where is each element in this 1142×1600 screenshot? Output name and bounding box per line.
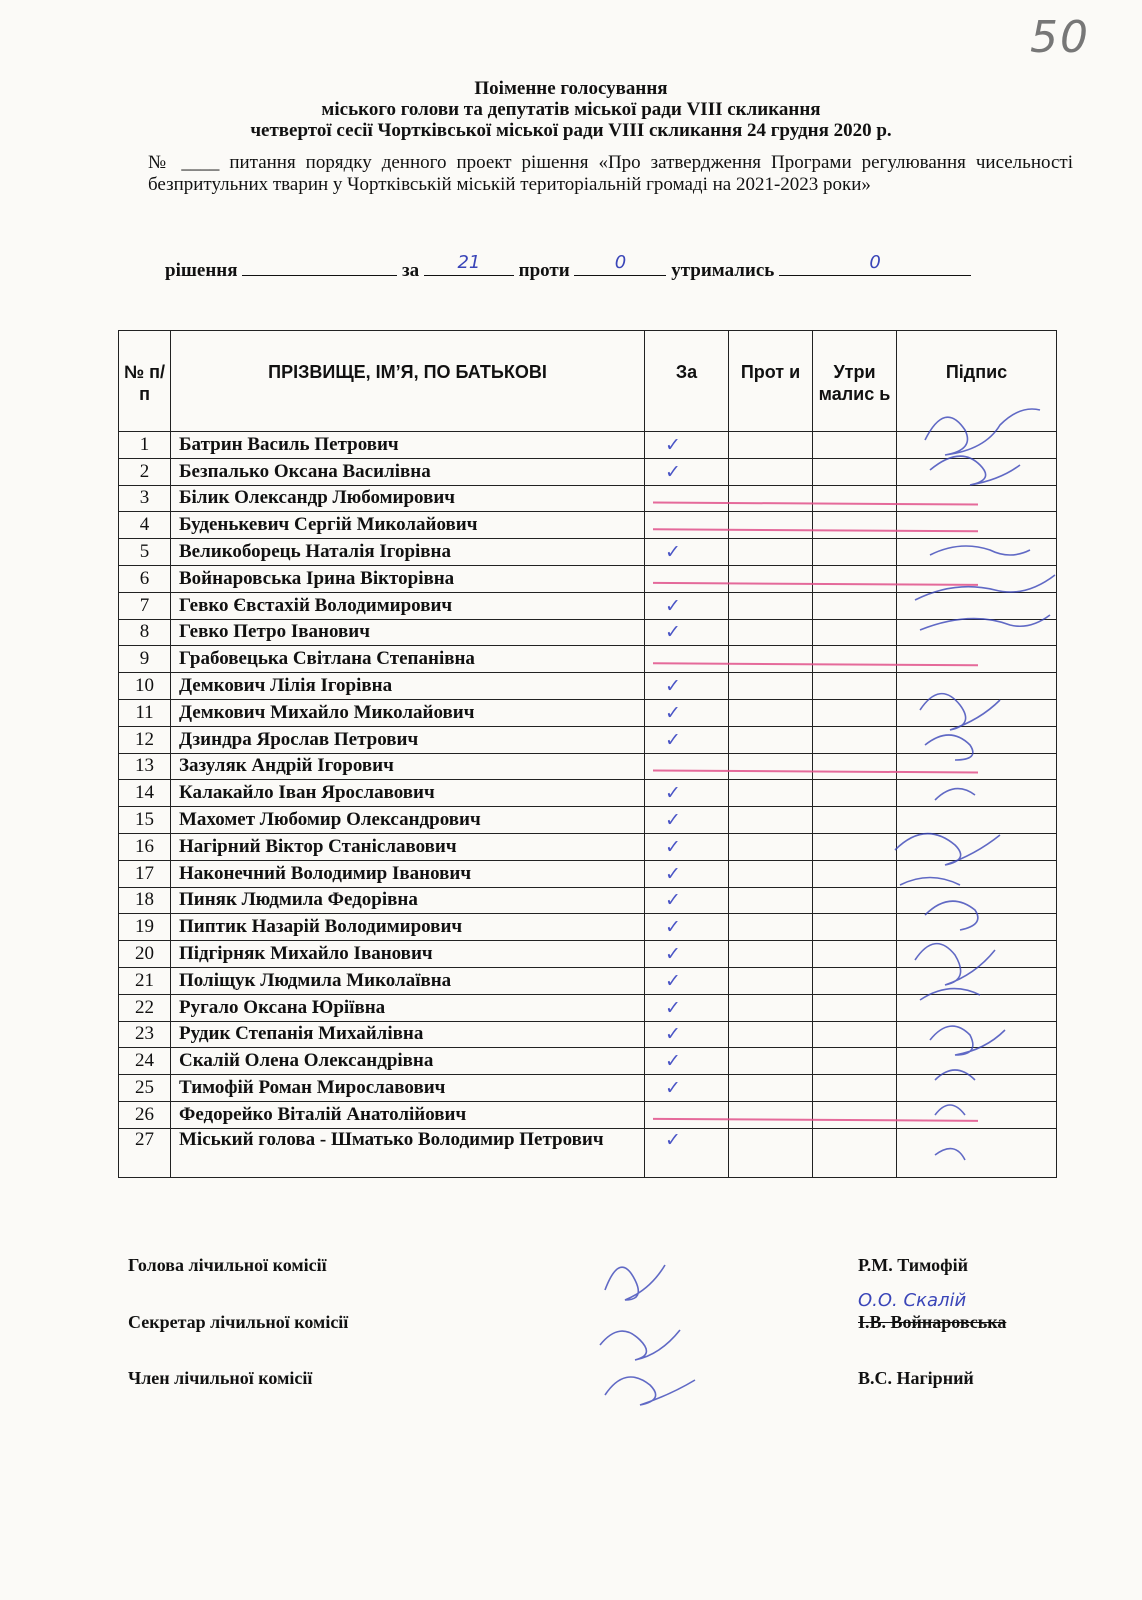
row-name: Демкович Лілія Ігорівна [171, 673, 645, 700]
row-utrym [813, 807, 897, 834]
table-header-row [119, 331, 1057, 432]
col-header-proty: Прот и [729, 331, 813, 432]
row-utrym [813, 967, 897, 994]
row-proty [729, 1021, 813, 1048]
row-name: Грабовецька Світлана Степанівна [171, 646, 645, 673]
row-name: Ругало Оксана Юріївна [171, 994, 645, 1021]
row-za: ✓ [645, 432, 729, 459]
row-name: Батрин Василь Петрович [171, 432, 645, 459]
row-utrym [813, 887, 897, 914]
row-number: 18 [119, 887, 171, 914]
row-name: Гевко Петро Іванович [171, 619, 645, 646]
table-row [119, 432, 1057, 459]
row-name: Міський голова - Шматько Володимир Петрович [171, 1128, 645, 1177]
row-utrym [813, 673, 897, 700]
row-utrym [813, 619, 897, 646]
row-name: Скалій Олена Олександрівна [171, 1048, 645, 1075]
row-utrym [813, 458, 897, 485]
row-za: ✓ [645, 941, 729, 968]
row-name: Наконечний Володимир Іванович [171, 860, 645, 887]
row-za [645, 753, 729, 780]
row-number: 1 [119, 432, 171, 459]
row-name: Підгірняк Михайло Іванович [171, 941, 645, 968]
row-name: Безпалько Оксана Василівна [171, 458, 645, 485]
row-name: Войнаровська Ірина Вікторівна [171, 565, 645, 592]
table-row [119, 941, 1057, 968]
row-za: ✓ [645, 1075, 729, 1102]
za-blank [424, 252, 514, 276]
row-number: 16 [119, 833, 171, 860]
row-signature [897, 726, 1057, 753]
row-number: 5 [119, 539, 171, 566]
secretary-correction: О.О. Скалій [858, 1290, 967, 1311]
row-za: ✓ [645, 1021, 729, 1048]
row-name: Білик Олександр Любомирович [171, 485, 645, 512]
row-signature [897, 432, 1057, 459]
row-name: Тимофій Роман Мирославович [171, 1075, 645, 1102]
row-name: Великоборець Наталія Ігорівна [171, 539, 645, 566]
decision-summary [165, 252, 971, 282]
row-za: ✓ [645, 619, 729, 646]
row-signature [897, 485, 1057, 512]
row-proty [729, 458, 813, 485]
row-signature [897, 1075, 1057, 1102]
table-row [119, 1021, 1057, 1048]
proty-label: проти [518, 260, 570, 281]
row-proty [729, 699, 813, 726]
row-za: ✓ [645, 726, 729, 753]
row-signature [897, 512, 1057, 539]
row-proty [729, 1128, 813, 1177]
row-name: Федорейко Віталій Анатолійович [171, 1101, 645, 1128]
row-proty [729, 673, 813, 700]
table-row [119, 485, 1057, 512]
row-utrym [813, 512, 897, 539]
row-signature [897, 646, 1057, 673]
col-header-signature: Підпис [897, 331, 1057, 432]
table-row [119, 807, 1057, 834]
row-utrym [813, 1101, 897, 1128]
row-name: Рудик Степанія Михайлівна [171, 1021, 645, 1048]
row-za: ✓ [645, 1128, 729, 1177]
row-proty [729, 860, 813, 887]
row-za [645, 646, 729, 673]
row-signature [897, 807, 1057, 834]
col-header-name: ПРІЗВИЩЕ, ІМ’Я, ПО БАТЬКОВІ [171, 331, 645, 432]
row-utrym [813, 753, 897, 780]
row-proty [729, 726, 813, 753]
row-za: ✓ [645, 699, 729, 726]
row-utrym [813, 833, 897, 860]
vote-table [118, 330, 1057, 1178]
row-proty [729, 1048, 813, 1075]
row-za: ✓ [645, 994, 729, 1021]
row-utrym [813, 565, 897, 592]
col-header-utrym: Утри малис ь [813, 331, 897, 432]
row-utrym [813, 1128, 897, 1177]
table-row [119, 1075, 1057, 1102]
row-za: ✓ [645, 592, 729, 619]
row-number: 10 [119, 673, 171, 700]
table-row [119, 512, 1057, 539]
row-number: 25 [119, 1075, 171, 1102]
row-signature [897, 673, 1057, 700]
row-signature [897, 887, 1057, 914]
row-signature [897, 1128, 1057, 1177]
agenda-item-text: № ____ питання порядку денного проект рішення «Про затвердження Програми регулювання чисельності безпритульних тварин у Чортківській міській територіальній громаді на 2021-2023 роки» [148, 152, 1073, 195]
row-proty [729, 994, 813, 1021]
row-number: 26 [119, 1101, 171, 1128]
row-name: Зазуляк Андрій Ігорович [171, 753, 645, 780]
col-header-num: № п/п [119, 331, 171, 432]
member-name: В.С. Нагірний [858, 1368, 974, 1388]
table-row [119, 539, 1057, 566]
proty-count: 0 [614, 252, 627, 273]
row-utrym [813, 592, 897, 619]
row-proty [729, 807, 813, 834]
utrym-count: 0 [869, 252, 881, 273]
row-number: 11 [119, 699, 171, 726]
row-signature [897, 941, 1057, 968]
table-row [119, 726, 1057, 753]
row-za: ✓ [645, 458, 729, 485]
row-signature [897, 458, 1057, 485]
row-proty [729, 646, 813, 673]
row-utrym [813, 485, 897, 512]
row-number: 24 [119, 1048, 171, 1075]
row-signature [897, 833, 1057, 860]
row-signature [897, 699, 1057, 726]
row-utrym [813, 994, 897, 1021]
table-row [119, 914, 1057, 941]
table-row [119, 833, 1057, 860]
row-proty [729, 619, 813, 646]
utrym-label: утримались [671, 260, 775, 281]
row-number: 3 [119, 485, 171, 512]
row-proty [729, 967, 813, 994]
za-count: 21 [457, 252, 481, 273]
row-signature [897, 1101, 1057, 1128]
row-utrym [813, 1075, 897, 1102]
row-signature [897, 1021, 1057, 1048]
row-number: 19 [119, 914, 171, 941]
row-proty [729, 565, 813, 592]
row-utrym [813, 860, 897, 887]
row-za [645, 1101, 729, 1128]
table-row [119, 673, 1057, 700]
row-proty [729, 539, 813, 566]
row-name: Калакайло Іван Ярославович [171, 780, 645, 807]
col-header-za: За [645, 331, 729, 432]
row-signature [897, 565, 1057, 592]
row-proty [729, 512, 813, 539]
za-label: за [402, 260, 420, 281]
row-utrym [813, 432, 897, 459]
table-row [119, 565, 1057, 592]
header-session: четвертої сесії Чортківської міської ради VIII скликання 24 грудня 2020 р. [250, 120, 892, 141]
secretary-label: Секретар лічильної комісії [128, 1312, 349, 1332]
row-utrym [813, 646, 897, 673]
table-row [119, 1101, 1057, 1128]
row-signature [897, 860, 1057, 887]
header-subtitle: міського голови та депутатів міської ради VIII скликання [321, 99, 821, 120]
table-row [119, 967, 1057, 994]
vote-table-body [119, 432, 1057, 1178]
table-row [119, 1048, 1057, 1075]
decision-blank [242, 257, 397, 276]
row-signature [897, 914, 1057, 941]
table-row [119, 780, 1057, 807]
row-number: 20 [119, 941, 171, 968]
row-utrym [813, 780, 897, 807]
row-utrym [813, 1048, 897, 1075]
row-name: Поліщук Людмила Миколаївна [171, 967, 645, 994]
row-name: Пиптик Назарій Володимирович [171, 914, 645, 941]
row-signature [897, 1048, 1057, 1075]
table-row [119, 646, 1057, 673]
row-proty [729, 485, 813, 512]
table-row [119, 887, 1057, 914]
row-za: ✓ [645, 807, 729, 834]
secretary-name: І.В. Войнаровська [858, 1312, 1007, 1332]
row-number: 23 [119, 1021, 171, 1048]
row-name: Нагірний Віктор Станіславович [171, 833, 645, 860]
row-name: Дзиндра Ярослав Петрович [171, 726, 645, 753]
row-name: Гевко Євстахій Володимирович [171, 592, 645, 619]
row-utrym [813, 539, 897, 566]
row-za: ✓ [645, 780, 729, 807]
row-signature [897, 592, 1057, 619]
page-number-handwritten: 50 [1030, 12, 1090, 63]
table-row [119, 619, 1057, 646]
row-number: 8 [119, 619, 171, 646]
table-row [119, 1128, 1057, 1177]
row-proty [729, 914, 813, 941]
document-header [0, 78, 1142, 141]
row-utrym [813, 941, 897, 968]
table-row [119, 753, 1057, 780]
row-name: Буденькевич Сергій Миколайович [171, 512, 645, 539]
row-proty [729, 833, 813, 860]
row-proty [729, 1101, 813, 1128]
table-row [119, 458, 1057, 485]
row-proty [729, 592, 813, 619]
row-signature [897, 619, 1057, 646]
row-name: Пиняк Людмила Федорівна [171, 887, 645, 914]
row-za: ✓ [645, 1048, 729, 1075]
row-za [645, 565, 729, 592]
row-proty [729, 941, 813, 968]
row-name: Махомет Любомир Олександрович [171, 807, 645, 834]
row-number: 17 [119, 860, 171, 887]
row-utrym [813, 726, 897, 753]
row-za: ✓ [645, 860, 729, 887]
proty-blank [574, 252, 666, 276]
row-za: ✓ [645, 539, 729, 566]
row-za: ✓ [645, 833, 729, 860]
row-signature [897, 994, 1057, 1021]
row-za [645, 512, 729, 539]
row-proty [729, 432, 813, 459]
row-signature [897, 967, 1057, 994]
utrym-blank [779, 252, 971, 276]
row-name: Демкович Михайло Миколайович [171, 699, 645, 726]
row-number: 27 [119, 1128, 171, 1177]
row-proty [729, 1075, 813, 1102]
table-row [119, 592, 1057, 619]
row-number: 4 [119, 512, 171, 539]
table-row [119, 860, 1057, 887]
chair-label: Голова лічильної комісії [128, 1255, 327, 1275]
header-title: Поіменне голосування [474, 78, 668, 99]
row-za: ✓ [645, 673, 729, 700]
chair-name: Р.М. Тимофій [858, 1255, 969, 1275]
row-number: 9 [119, 646, 171, 673]
row-number: 12 [119, 726, 171, 753]
row-za: ✓ [645, 914, 729, 941]
row-za [645, 485, 729, 512]
row-number: 7 [119, 592, 171, 619]
row-utrym [813, 699, 897, 726]
row-signature [897, 780, 1057, 807]
row-utrym [813, 1021, 897, 1048]
decision-label: рішення [165, 260, 238, 281]
row-number: 14 [119, 780, 171, 807]
row-proty [729, 887, 813, 914]
row-proty [729, 753, 813, 780]
signature-scribble [600, 1265, 695, 1405]
row-signature [897, 753, 1057, 780]
row-signature [897, 539, 1057, 566]
table-row [119, 994, 1057, 1021]
row-utrym [813, 914, 897, 941]
row-number: 22 [119, 994, 171, 1021]
table-row [119, 699, 1057, 726]
row-number: 13 [119, 753, 171, 780]
row-number: 6 [119, 565, 171, 592]
row-number: 15 [119, 807, 171, 834]
row-number: 21 [119, 967, 171, 994]
row-za: ✓ [645, 887, 729, 914]
row-za: ✓ [645, 967, 729, 994]
row-proty [729, 780, 813, 807]
row-number: 2 [119, 458, 171, 485]
member-label: Член лічильної комісії [128, 1368, 313, 1388]
